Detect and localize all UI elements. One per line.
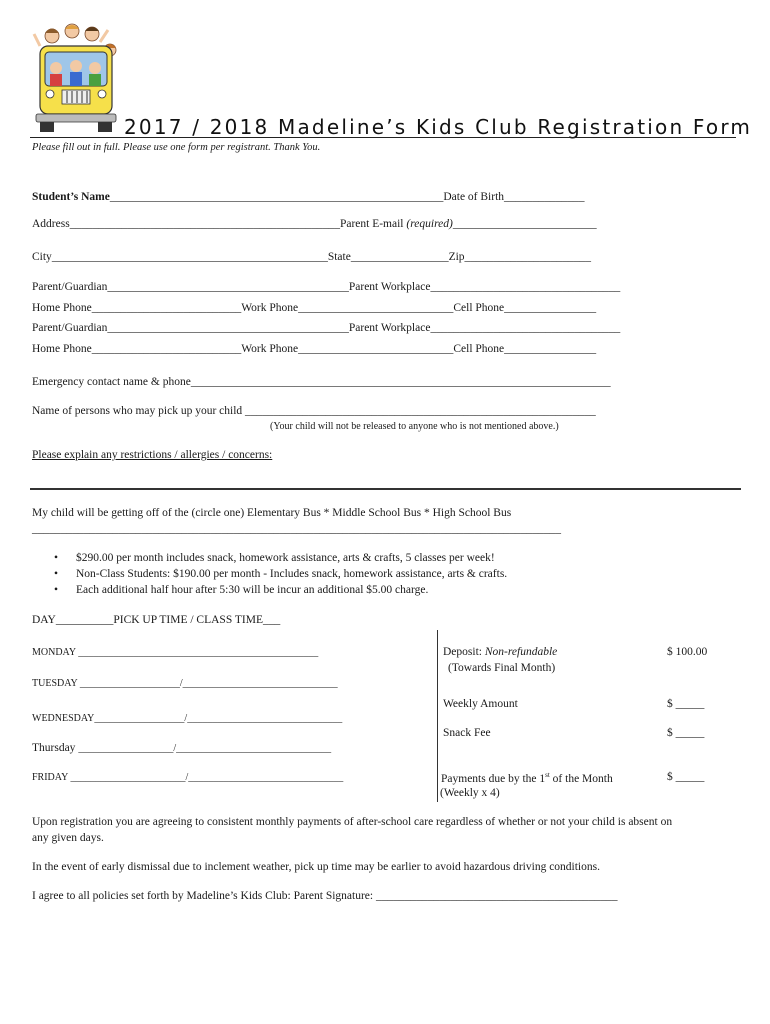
parent-email-label: Parent E-mail — [339, 218, 407, 230]
deposit-amount: $ 100.00 — [667, 646, 708, 658]
school-bus-logo — [30, 20, 125, 138]
city-row — [32, 251, 591, 263]
home-phone1-field[interactable]: __________________________ — [91, 302, 242, 314]
parent-email-field[interactable]: _________________________ — [452, 218, 597, 230]
pickup-persons-field[interactable]: _____________________________________________________________ — [245, 405, 596, 417]
signature-row — [32, 890, 617, 902]
wednesday-field[interactable]: __________________/_______________________________ — [94, 713, 343, 724]
payments-label-row: Payments due by the 1st of the Month — [441, 771, 613, 785]
deposit-note: Non-refundable — [484, 646, 558, 658]
parent-email-required: (required) — [406, 218, 453, 230]
bullet-item: • Each additional half hour after 5:30 will be incur an additional $5.00 charge. — [54, 584, 429, 596]
city-label: City — [32, 251, 52, 263]
friday-row — [32, 772, 343, 783]
guardian2-row — [32, 322, 620, 334]
emergency-label: Emergency contact name & phone — [32, 376, 191, 388]
workplace2-field[interactable]: _________________________________ — [430, 322, 621, 334]
schedule-day-field[interactable]: __________ — [55, 614, 114, 626]
weekly-amount-field[interactable]: $ _____ — [667, 698, 705, 710]
emergency-row — [32, 376, 611, 388]
tuesday-label: TUESDAY — [32, 678, 80, 689]
pickup-note: (Your child will not be released to anyone who is not mentioned above.) — [270, 421, 559, 432]
thursday-field[interactable]: ___________________/_______________________________ — [78, 743, 332, 754]
bullet-item: • Non-Class Students: $190.00 per month - Includes snack, homework assistance, arts & crafts. — [54, 568, 508, 580]
zip-label: Zip — [448, 251, 465, 263]
bullet-icon: • — [54, 552, 59, 564]
bullet-icon: • — [54, 568, 59, 580]
policies-label: I agree to all policies set forth by Madeline’s Kids Club: Parent Signature: — [32, 890, 376, 902]
student-name-row — [32, 191, 585, 203]
payments-sub: (Weekly x 4) — [440, 787, 500, 799]
thursday-row — [32, 742, 331, 754]
bus-selection-field[interactable]: ____________________________________________________________________________________________ — [32, 523, 561, 535]
form-title: 2017 / 2018 Madeline’s Kids Club Registration Form — [124, 115, 753, 139]
bus-selection-text: My child will be getting off of the (circle one) Elementary Bus * Middle School Bus * High School Bus — [32, 507, 512, 519]
schedule-day-label: DAY — [32, 614, 56, 626]
schedule-time-label: PICK UP TIME / CLASS TIME — [113, 614, 263, 626]
deposit-label: Deposit: — [443, 646, 485, 658]
deposit-label-row — [443, 646, 557, 658]
tuesday-row — [32, 678, 338, 689]
thursday-label: Thursday — [32, 742, 79, 754]
schedule-time-field[interactable]: ___ — [263, 614, 281, 626]
dismissal-note: In the event of early dismissal due to inclement weather, pick up time may be earlier to avoid hazardous driving conditions. — [32, 861, 600, 873]
work-phone1-field[interactable]: ___________________________ — [298, 302, 454, 314]
wednesday-label: WEDNESDAY — [32, 713, 95, 724]
state-field[interactable]: _________________ — [350, 251, 449, 263]
emergency-field[interactable]: _________________________________________________________________________ — [190, 376, 611, 388]
agreement-line2: any given days. — [32, 832, 104, 844]
cell-phone1-field[interactable]: ________________ — [504, 302, 597, 314]
snack-amount-field[interactable]: $ _____ — [667, 727, 705, 739]
fees-divider — [437, 630, 438, 802]
student-name-field[interactable]: __________________________________________________________ — [109, 191, 444, 203]
guardian2-field[interactable]: __________________________________________ — [107, 322, 349, 334]
section-divider — [30, 488, 741, 490]
cell-phone2-field[interactable]: ________________ — [504, 343, 597, 355]
address-label: Address — [32, 218, 70, 230]
monday-label: MONDAY — [32, 647, 79, 658]
weekly-label: Weekly Amount — [443, 698, 518, 710]
form-subtitle: Please fill out in full. Please use one form per registrant. Thank You. — [32, 142, 321, 153]
friday-field[interactable]: _______________________/_______________________________ — [70, 772, 344, 783]
schedule-header — [32, 614, 280, 626]
cell-phone2-label: Cell Phone — [453, 343, 505, 355]
workplace1-field[interactable]: _________________________________ — [430, 281, 621, 293]
wednesday-row — [32, 713, 342, 724]
phones1-row — [32, 302, 596, 314]
tuesday-field[interactable]: ____________________/_______________________________ — [79, 678, 338, 689]
guardian1-label: Parent/Guardian — [32, 281, 108, 293]
home-phone2-label: Home Phone — [32, 343, 92, 355]
bullet-icon: • — [54, 584, 59, 596]
snack-label: Snack Fee — [443, 727, 491, 739]
deposit-sub: (Towards Final Month) — [448, 662, 556, 674]
cell-phone1-label: Cell Phone — [453, 302, 505, 314]
pickup-persons-label: Name of persons who may pick up your child — [32, 405, 246, 417]
work-phone2-label: Work Phone — [241, 343, 299, 355]
payments-amount-field[interactable]: $ _____ — [667, 771, 705, 783]
zip-field[interactable]: ______________________ — [464, 251, 592, 263]
home-phone2-field[interactable]: __________________________ — [91, 343, 242, 355]
title-divider — [30, 137, 736, 138]
friday-label: FRIDAY — [32, 772, 71, 783]
city-field[interactable]: ________________________________________________ — [51, 251, 328, 263]
monday-row — [32, 647, 318, 658]
restrictions-label: Please explain any restrictions / allergies / concerns: — [32, 449, 273, 461]
monday-field[interactable]: ________________________________________________ — [78, 647, 319, 658]
state-label: State — [327, 251, 351, 263]
work-phone2-field[interactable]: ___________________________ — [298, 343, 454, 355]
workplace1-label: Parent Workplace — [348, 281, 431, 293]
bullet-item: • $290.00 per month includes snack, homework assistance, arts & crafts, 5 classes per week! — [54, 552, 495, 564]
dob-label: Date of Birth — [443, 191, 505, 203]
guardian2-label: Parent/Guardian — [32, 322, 108, 334]
student-name-label: Student’s Name — [32, 191, 110, 203]
phones2-row — [32, 343, 596, 355]
home-phone1-label: Home Phone — [32, 302, 92, 314]
address-field[interactable]: _______________________________________________ — [69, 218, 340, 230]
guardian1-field[interactable]: __________________________________________ — [107, 281, 349, 293]
signature-field[interactable]: __________________________________________ — [375, 890, 618, 902]
pickup-persons-row — [32, 405, 596, 417]
agreement-line1: Upon registration you are agreeing to consistent monthly payments of after-school care regardless of whether or not your child is absent on — [32, 816, 673, 828]
guardian1-row — [32, 281, 620, 293]
address-row — [32, 218, 597, 230]
dob-field[interactable]: ______________ — [504, 191, 585, 203]
workplace2-label: Parent Workplace — [348, 322, 431, 334]
work-phone1-label: Work Phone — [241, 302, 299, 314]
